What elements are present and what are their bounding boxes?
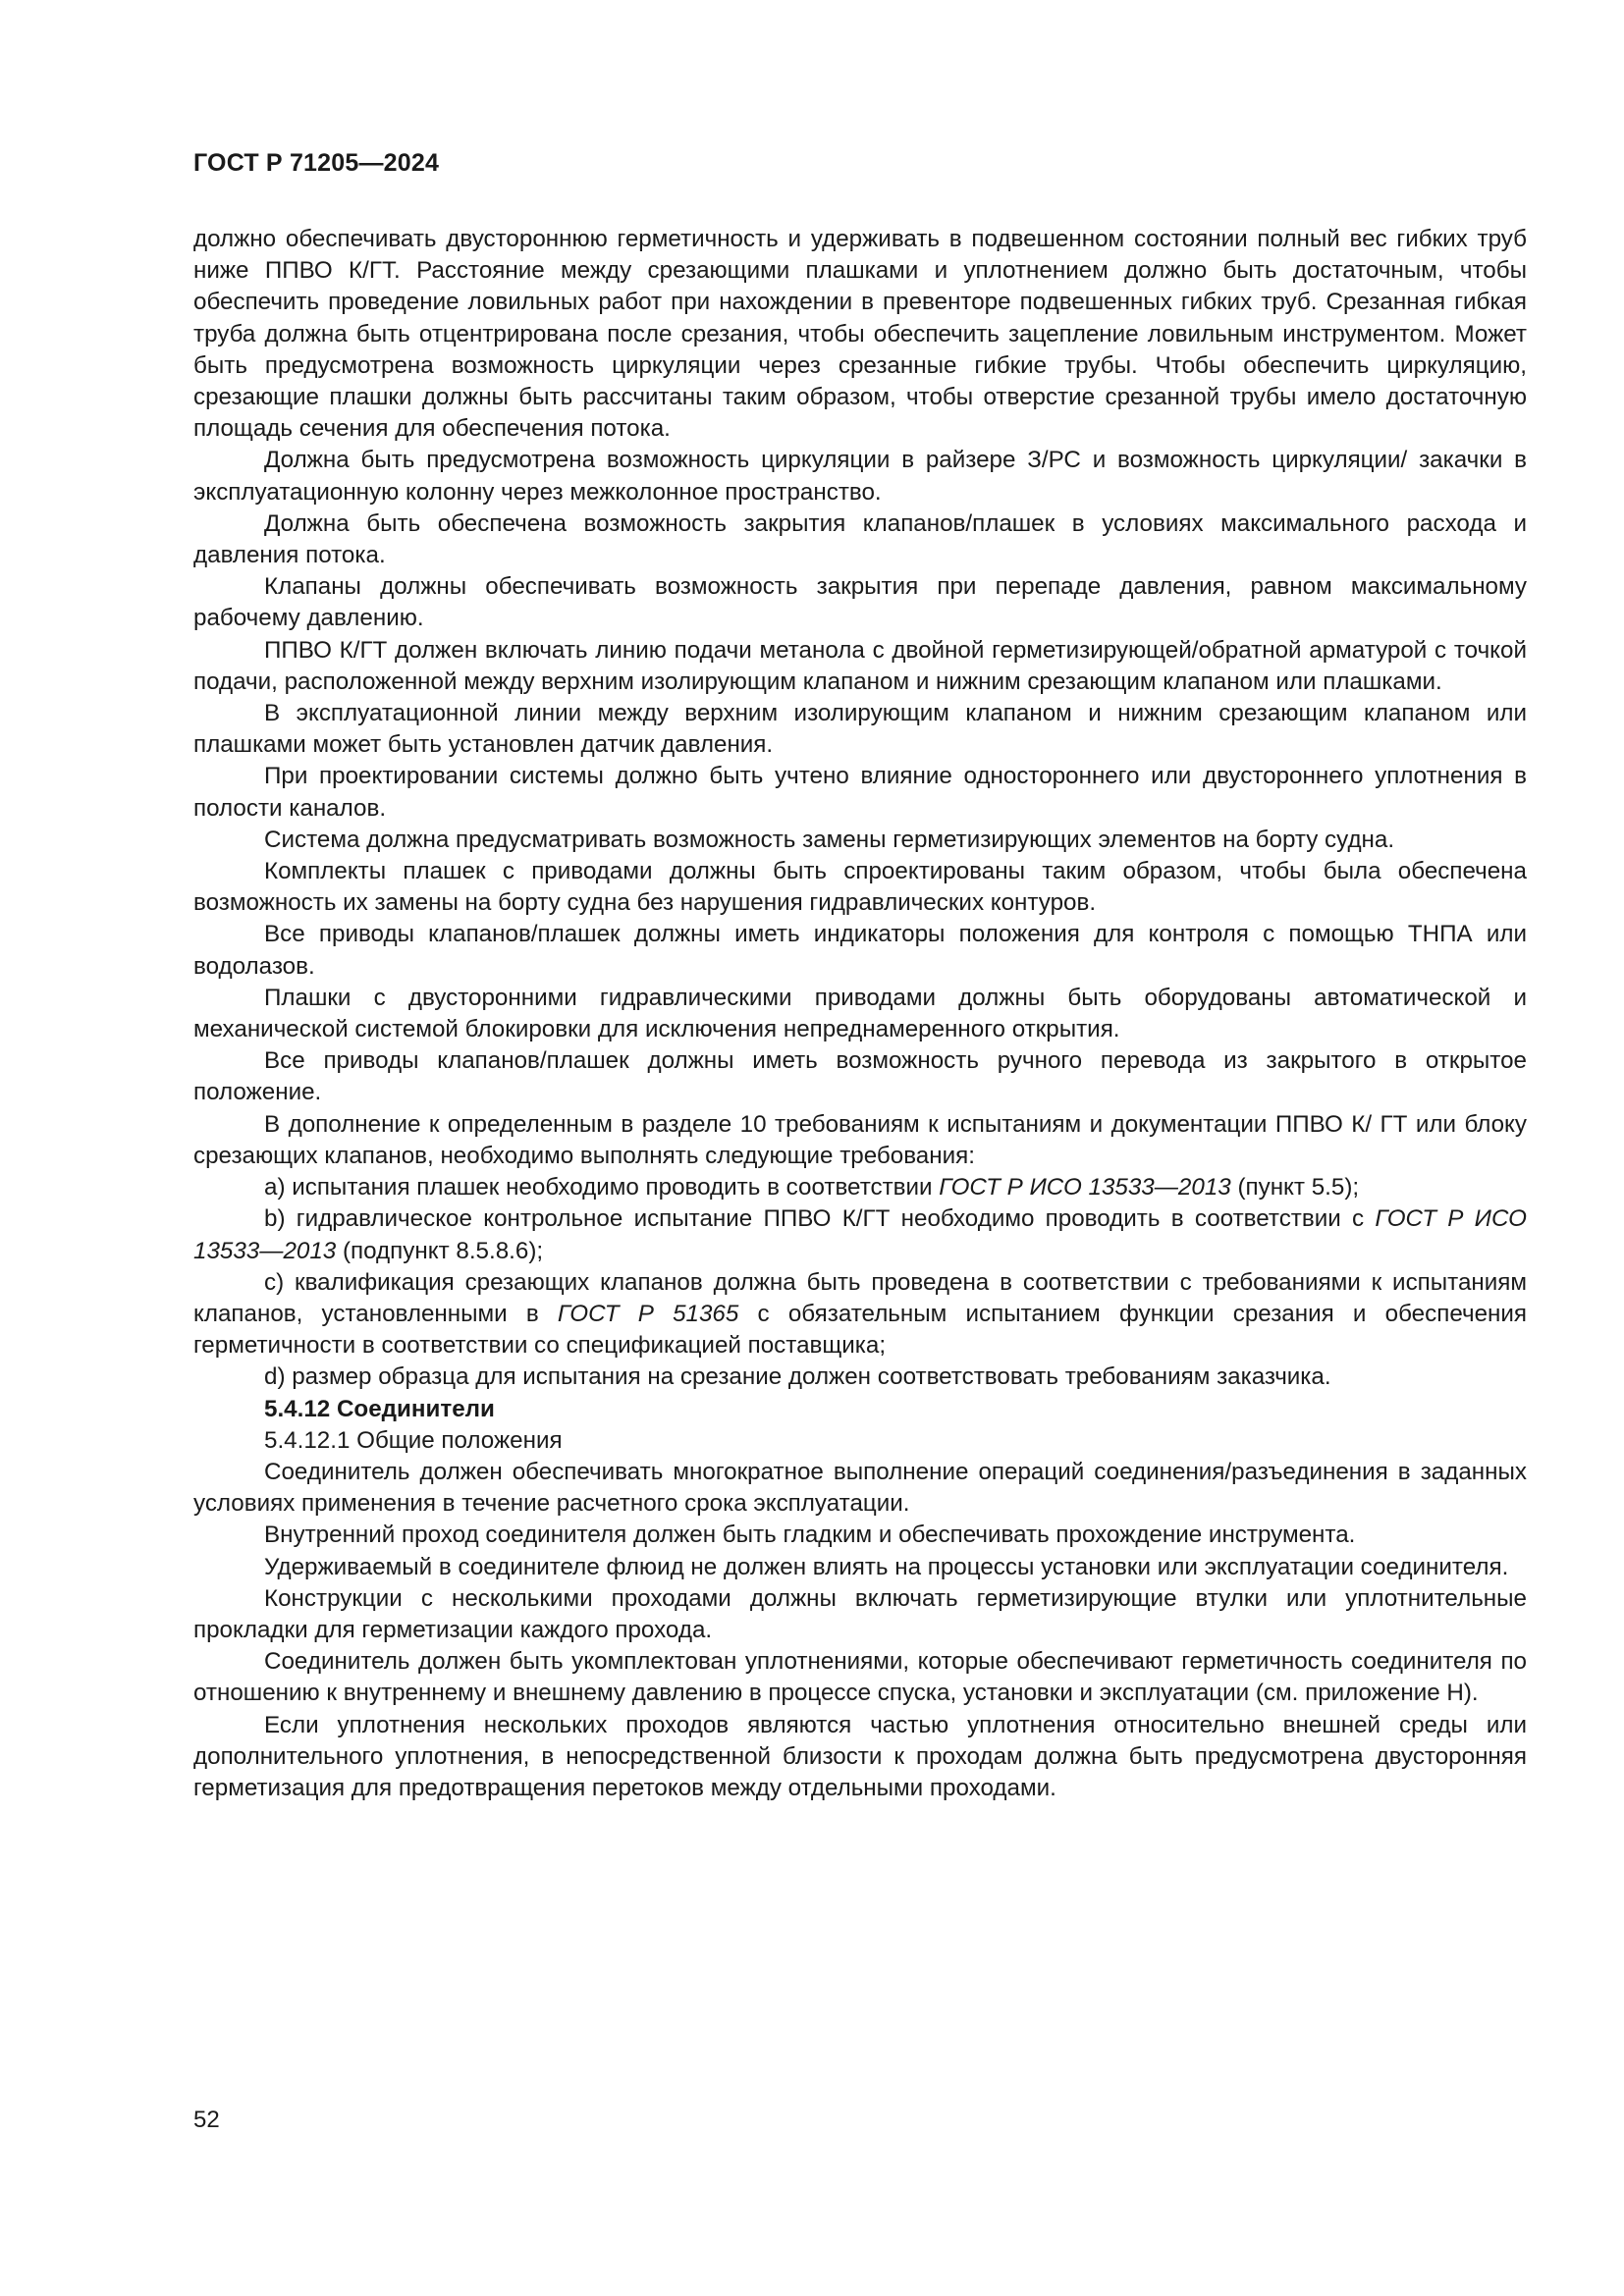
page-number: 52 bbox=[193, 2107, 220, 2133]
paragraph: Все приводы клапанов/плашек должны иметь возможность ручного перевода из закрытого в открытое положение. bbox=[193, 1047, 1527, 1106]
paragraph: Должна быть предусмотрена возможность циркуляции в райзере З/РС и возможность циркуляции/ закачки в эксплуатационную колонну через межколонное пространство. bbox=[193, 447, 1527, 506]
list-item-d: d) размер образца для испытания на срезание должен соответствовать требованиям заказчика. bbox=[264, 1363, 1331, 1391]
list-item-c: с) квалификация срезающих клапанов должна быть проведена в соответствии с требованиями к испытаниям клапанов, установленными в ГОСТ Р 51365 с обязательным испытанием функции срезания и обеспечения герметичности в соответствии со спецификацией поставщика; bbox=[193, 1268, 1527, 1360]
paragraph: Должна быть обеспечена возможность закрытия клапанов/плашек в условиях максимального расхода и давления потока. bbox=[193, 509, 1527, 569]
paragraph: должно обеспечивать двустороннюю герметичность и удерживать в подвешенном состоянии полный вес гибких труб ниже ППВО К/ГТ. Расстояние между срезающими плашками и уплотнением должно быть достаточным, чтобы обеспечить проведение ловильных работ при нахождении в превенторе подвешенных гибких труб. Срезанная гибкая труба должна быть отцентрирована после срезания, чтобы обеспечить зацепление ловильным инструментом. Может быть предусмотрена возможность циркуляции через срезанные гибкие трубы. Чтобы обеспечить циркуляцию, срезающие плашки должны быть рассчитаны таким образом, чтобы отверстие срезанной трубы имело достаточную площадь сечения для обеспечения потока. bbox=[193, 226, 1527, 443]
paragraph: В дополнение к определенным в разделе 10 требованиям к испытаниям и документации ППВО К/ ГТ или блоку срезающих клапанов, необходимо выполнять следующие требования: bbox=[193, 1110, 1527, 1169]
list-item-b: b) гидравлическое контрольное испытание ППВО К/ГТ необходимо проводить в соответствии с ГОСТ Р ИСО 13533—2013 (подпункт 8.5.8.6); bbox=[193, 1205, 1527, 1264]
paragraph: Клапаны должны обеспечивать возможность закрытия при перепаде давления, равном максимальному рабочему давлению. bbox=[193, 573, 1527, 632]
standard-reference: ГОСТ Р ИСО 13533—2013 bbox=[193, 1205, 1527, 1264]
paragraph: Внутренний проход соединителя должен быть гладким и обеспечивать прохождение инструмента. bbox=[264, 1522, 1356, 1549]
standard-reference: ГОСТ Р ИСО 13533—2013 bbox=[939, 1174, 1231, 1201]
section-heading: 5.4.12 Соединители bbox=[264, 1395, 495, 1422]
paragraph: Комплекты плашек с приводами должны быть спроектированы таким образом, чтобы была обеспечена возможность их замены на борту судна без нарушения гидравлических контуров. bbox=[193, 858, 1527, 917]
paragraph: Конструкции с несколькими проходами должны включать герметизирующие втулки или уплотнительные прокладки для герметизации каждого прохода. bbox=[193, 1584, 1527, 1643]
paragraph: Все приводы клапанов/плашек должны иметь индикаторы положения для контроля с помощью ТНПА или водолазов. bbox=[193, 921, 1527, 980]
paragraph: Соединитель должен быть укомплектован уплотнениями, которые обеспечивают герметичность соединителя по отношению к внутреннему и внешнему давлению в процессе спуска, установки и эксплуатации (см. приложение Н). bbox=[193, 1648, 1527, 1707]
paragraph: Система должна предусматривать возможность замены герметизирующих элементов на борту судна. bbox=[264, 826, 1395, 853]
paragraph: Плашки с двусторонними гидравлическими приводами должны быть оборудованы автоматической и механической системой блокировки для исключения непреднамеренного открытия. bbox=[193, 984, 1527, 1043]
standard-reference: ГОСТ Р 51365 bbox=[557, 1300, 739, 1327]
paragraph: При проектировании системы должно быть учтено влияние одностороннего или двустороннего уплотнения в полости каналов. bbox=[193, 763, 1527, 822]
document-header: ГОСТ Р 71205—2024 bbox=[193, 149, 440, 177]
paragraph: В эксплуатационной линии между верхним изолирующим клапаном и нижним срезающим клапаном или плашками может быть установлен датчик давления. bbox=[193, 700, 1527, 759]
list-item-a: а) испытания плашек необходимо проводить в соответствии ГОСТ Р ИСО 13533—2013 (пункт 5.5); bbox=[264, 1174, 1360, 1201]
document-body bbox=[193, 224, 1527, 1804]
paragraph: Если уплотнения нескольких проходов являются частью уплотнения относительно внешней среды или дополнительного уплотнения, в непосредственной близости к проходам должна быть предусмотрена двусторонняя герметизация для предотвращения перетоков между отдельными проходами. bbox=[193, 1711, 1527, 1801]
paragraph: Соединитель должен обеспечивать многократное выполнение операций соединения/разъединения в заданных условиях применения в течение расчетного срока эксплуатации. bbox=[193, 1458, 1527, 1518]
subsection-heading: 5.4.12.1 Общие положения bbox=[264, 1426, 563, 1454]
paragraph: ППВО К/ГТ должен включать линию подачи метанола с двойной герметизирующей/обратной арматурой с точкой подачи, расположенной между верхним изолирующим клапаном и нижним срезающим клапаном или плашками. bbox=[193, 636, 1527, 695]
paragraph: Удерживаемый в соединителе флюид не должен влиять на процессы установки или эксплуатации соединителя. bbox=[264, 1553, 1509, 1580]
